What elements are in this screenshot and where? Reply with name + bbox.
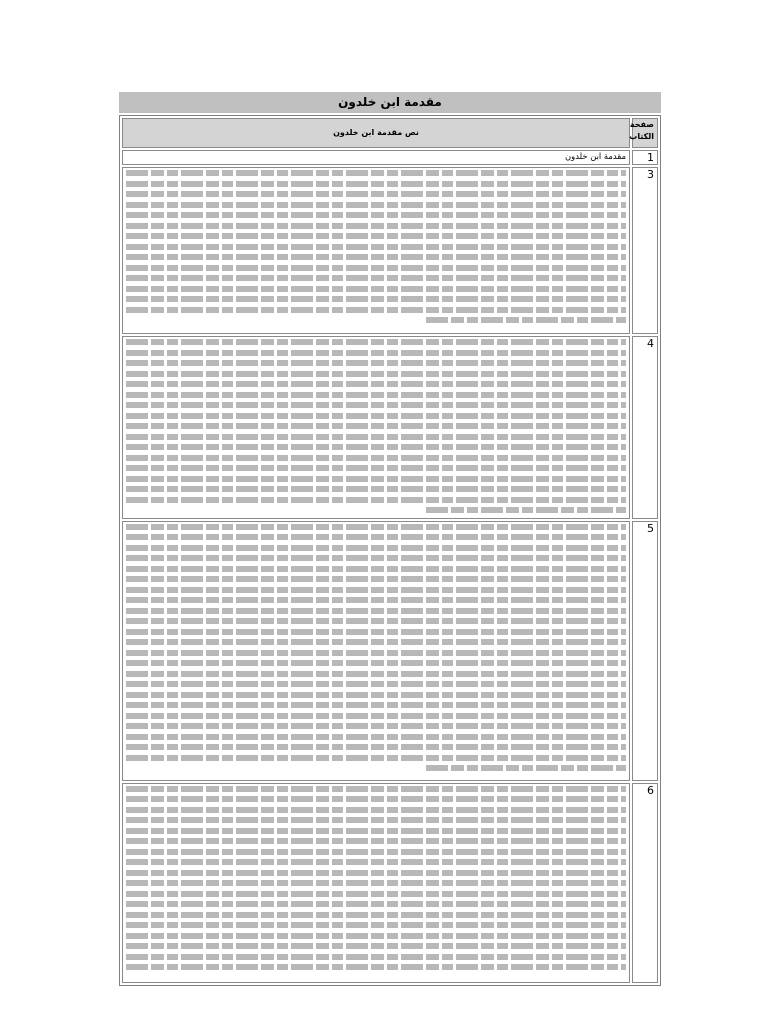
text-cell (122, 521, 630, 781)
text-table (119, 115, 661, 986)
page-column-header: صفحة الكتاب (632, 118, 658, 148)
table-row (122, 336, 658, 519)
table-row (122, 521, 658, 781)
document-title: مقدمة ابن خلدون (119, 92, 661, 113)
text-cell (122, 336, 630, 519)
illegible-text-block (126, 337, 626, 513)
table-row (122, 783, 658, 983)
table-row (122, 167, 658, 334)
document-sheet (119, 92, 661, 986)
page-number-cell: 5 (632, 521, 658, 781)
text-cell (122, 783, 630, 983)
illegible-text-block (126, 168, 626, 323)
text-cell (122, 167, 630, 334)
illegible-text-block (126, 784, 626, 971)
text-column-header: نص مقدمة ابن خلدون (122, 118, 630, 148)
illegible-text-block (126, 522, 626, 772)
page-number-cell: 6 (632, 783, 658, 983)
table-header-row (122, 118, 658, 148)
table-row (122, 150, 658, 165)
page-number-cell: 3 (632, 167, 658, 334)
page-number-cell: 4 (632, 336, 658, 519)
text-cell: مقدمة ابن خلدون (122, 150, 630, 165)
page-number-cell: 1 (632, 150, 658, 165)
